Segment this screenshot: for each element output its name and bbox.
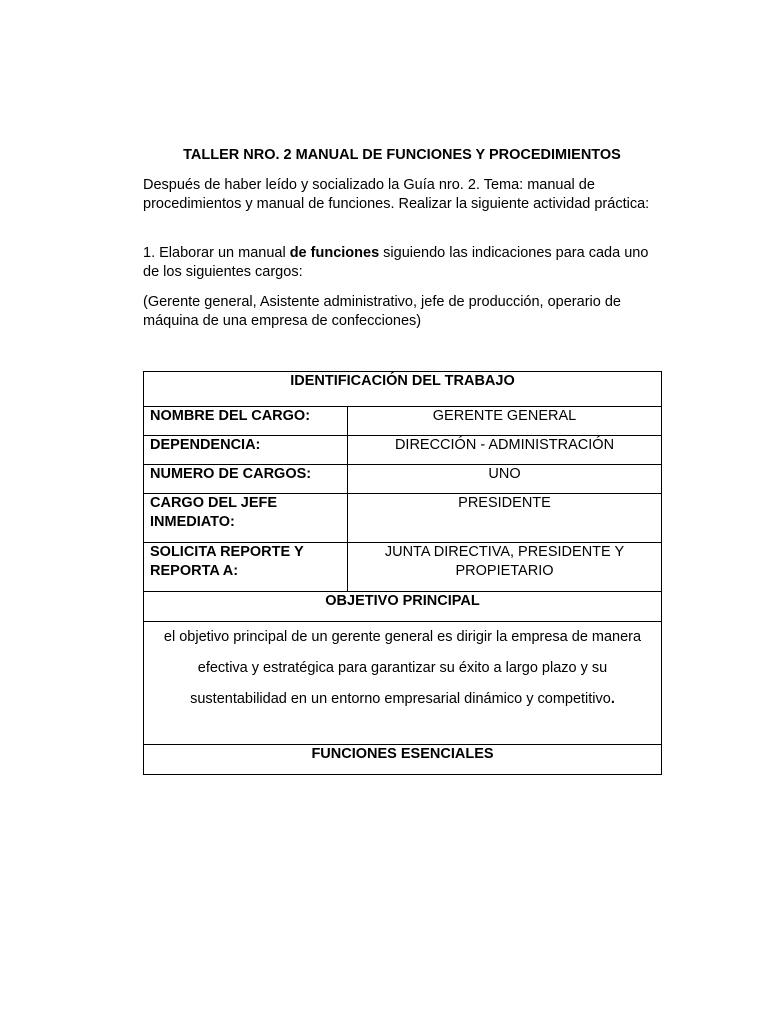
intro-paragraph: Después de haber leído y socializado la Guía nro. 2. Tema: manual de procedimientos y manual de funciones. Realizar la siguiente actividad práctica: (143, 177, 650, 212)
table-row (144, 465, 662, 494)
table-row (144, 407, 662, 436)
table-row (144, 543, 662, 592)
task-bold: de funciones (289, 245, 380, 261)
task-paragraph (143, 244, 663, 282)
positions-paragraph: (Gerente general, Asistente administrativo, jefe de producción, operario de máquina de una empresa de confecciones) (143, 294, 621, 329)
row-label: NUMERO DE CARGOS: (144, 465, 348, 494)
row-label: SOLICITA REPORTE Y REPORTA A: (144, 543, 348, 592)
job-identification-table (143, 371, 662, 775)
objective-text: el objetivo principal de un gerente general es dirigir la empresa de manera efectiva y estratégica para garantizar su éxito a largo plazo y su sustentabilidad en un entorno empresarial dinámico y competitivo (163, 629, 642, 707)
objective-cell (144, 622, 662, 745)
document-title: TALLER NRO. 2 MANUAL DE FUNCIONES Y PROCEDIMIENTOS (183, 147, 621, 163)
row-value: DIRECCIÓN - ADMINISTRACIÓN (348, 436, 662, 465)
objective-end: . (610, 691, 615, 707)
table-header: IDENTIFICACIÓN DEL TRABAJO (144, 372, 662, 407)
row-value: PRESIDENTE (348, 494, 662, 543)
row-label: CARGO DEL JEFE INMEDIATO: (144, 494, 348, 543)
row-label: NOMBRE DEL CARGO: (144, 407, 348, 436)
table-row (144, 494, 662, 543)
row-value: JUNTA DIRECTIVA, PRESIDENTE Y PROPIETARIO (348, 543, 662, 592)
row-value: GERENTE GENERAL (348, 407, 662, 436)
task-prefix: 1. Elaborar un manual (143, 245, 290, 261)
functions-header: FUNCIONES ESENCIALES (144, 745, 662, 775)
row-label: DEPENDENCIA: (144, 436, 348, 465)
row-value: UNO (348, 465, 662, 494)
table-row (144, 436, 662, 465)
task-suffix: siguiendo las indicaciones para cada uno de los siguientes cargos: (143, 245, 649, 280)
objective-header: OBJETIVO PRINCIPAL (144, 592, 662, 622)
